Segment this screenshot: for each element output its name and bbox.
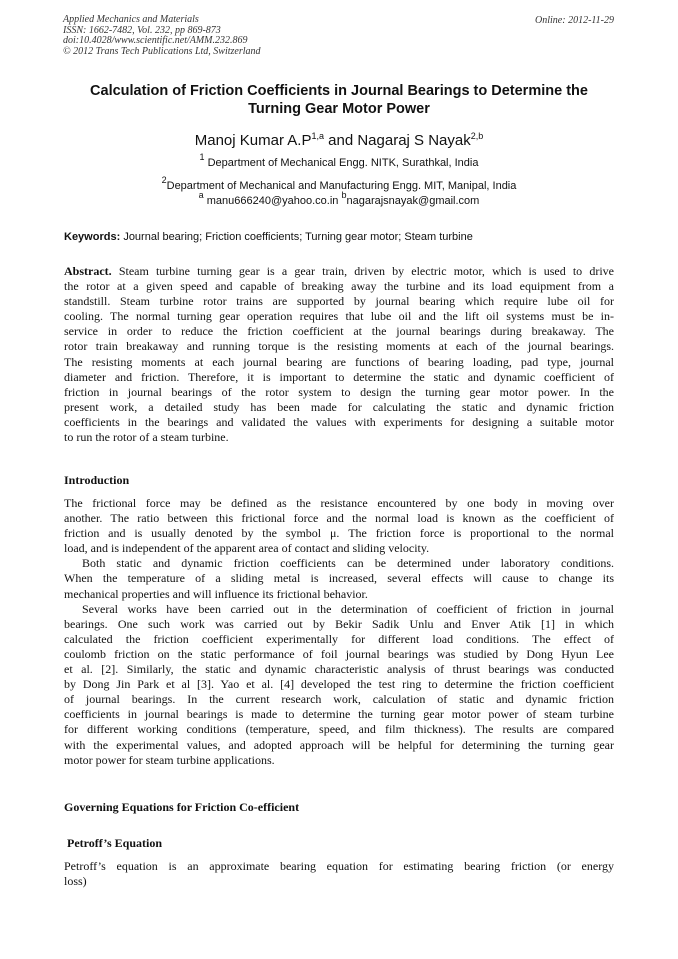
author-and: and: [328, 132, 354, 149]
intro-line: bearings. One such work was carried out by Bekir Sadik Unlu and Enver Atik [1] in which: [64, 616, 614, 631]
introduction-p1: [64, 496, 614, 768]
intro-line: motor power for steam turbine applications.: [64, 752, 275, 767]
online-date: Online: 2012-11-29: [535, 15, 614, 26]
intro-line: When the temperature of a sliding metal is increased, several effects will cause to change its: [64, 571, 614, 586]
abstract-line: rotor train breakaway and running torque is the resisting moments at each of the journal bearings.: [64, 339, 614, 354]
journal-header: [63, 15, 261, 57]
governing-equations-heading: Governing Equations for Friction Co-efficient: [64, 800, 300, 814]
abstract-line: service in order to reduce the friction coefficient at the journal bearings during breakaway. The: [64, 324, 614, 339]
issn-line: ISSN: 1662-7482, Vol. 232, pp 869-873: [63, 24, 221, 36]
journal-name: Applied Mechanics and Materials: [63, 14, 199, 25]
abstract-label: Abstract.: [64, 264, 112, 278]
abstract-line-text: Steam turbine turning gear is a gear train, driven by electric motor, which is used to drive: [118, 264, 614, 278]
intro-line: mechanical properties and will influence its frictional behavior.: [64, 586, 368, 601]
intro-line: load, and is independent of the apparent area of contact and sliding velocity.: [64, 541, 430, 556]
abstract-line: the rotor at a given speed and capable of breaking away the turbine and its load equipment from a: [64, 279, 614, 294]
doi-line: doi:10.4028/www.scientific.net/AMM.232.869: [63, 35, 248, 47]
abstract-line: to run the rotor of a steam turbine.: [64, 430, 229, 445]
affiliation-1: [0, 152, 678, 170]
abstract-line: friction in journal bearings of the rotor system to design the turning gear motor power. In the: [64, 384, 614, 399]
email-line: [0, 190, 678, 208]
abstract-line: present work, a detailed study has been made for calculating the static and dynamic friction: [64, 399, 614, 414]
intro-line: for different working conditions (temperature, speed, and film thickness). The results are compared: [64, 722, 614, 737]
keywords-text: Journal bearing; Friction coefficients; Turning gear motor; Steam turbine: [123, 231, 473, 243]
email-b: nagarajsnayak@gmail.com: [346, 195, 480, 207]
keywords: [64, 231, 473, 243]
intro-line: The frictional force may be defined as the resistance encountered by one body in moving over: [64, 496, 614, 510]
author-2: Nagaraj S Nayak: [357, 132, 471, 149]
email-b-sup: b: [341, 190, 347, 200]
intro-line: by Dong Jin Park et al [3]. Yao et al. [4] developed the test ring to determine the friction coefficient: [64, 677, 614, 692]
abstract-line: standstill. Steam turbine rotor trains are supported by journal bearing which require lube oil for: [64, 294, 614, 309]
author-2-sup: 2,b: [470, 131, 484, 141]
affiliation-2-sup: 2: [161, 175, 167, 185]
author-list: [0, 132, 678, 149]
affiliation-1-text: Department of Mechanical Engg. NITK, Surathkal, India: [207, 157, 479, 169]
intro-line: with the experimental values, and adopted approach will be helpful for determining the turning gear: [64, 737, 614, 752]
petroff-heading: Petroff’s Equation: [67, 836, 162, 850]
petroff-line: loss): [64, 874, 87, 889]
intro-line: coulomb friction on the static performance of foil journal bearings was studied by Dong Hyun Lee: [64, 646, 614, 661]
affiliation-2: [0, 175, 678, 193]
abstract-line: The resisting moments at each journal bearing are functions of bearing loading, pad type, journal: [64, 354, 614, 369]
intro-line: another. The ratio between this frictional force and the normal load is known as the coefficient of: [64, 511, 614, 526]
intro-line: friction and is usually denoted by the symbol μ. The friction force is proportional to the normal: [64, 526, 614, 541]
title-line-1: Calculation of Friction Coefficients in Journal Bearings to Determine the: [90, 83, 588, 99]
abstract-line: cooling. The normal turning gear operation requires that lube oil and the lift oil systems must be in-: [64, 309, 614, 324]
affiliation-2-text: Department of Mechanical and Manufacturing Engg. MIT, Manipal, India: [166, 180, 517, 192]
abstract: [64, 264, 614, 445]
intro-line: of journal bearings. In the current research work, calculation of static and dynamic friction: [64, 692, 614, 707]
abstract-line: [64, 264, 614, 279]
intro-line: calculated the friction coefficient experimentally for different load conditions. The effect of: [64, 631, 614, 646]
abstract-line: diameter and friction. Therefore, it is important to determine the static and dynamic coefficient of: [64, 369, 614, 384]
paper-title: [50, 82, 628, 118]
intro-line: Several works have been carried out in the determination of coefficient of friction in journal: [82, 601, 614, 616]
introduction-heading: Introduction: [64, 473, 130, 487]
title-line-2: Turning Gear Motor Power: [248, 101, 430, 117]
keywords-label: Keywords:: [64, 231, 121, 243]
email-a: manu666240@yahoo.co.in: [206, 195, 339, 207]
intro-line: et al. [2]. Similarly, the static and dynamic characteristic analysis of thrust bearings was conducted: [64, 662, 614, 677]
intro-line: coefficients in journal bearings is made to determine the turning gear motor power of steam turbine: [64, 707, 614, 722]
petroff-line: Petroff’s equation is an approximate bearing equation for estimating bearing friction (or energy: [64, 859, 614, 873]
intro-line: Both static and dynamic friction coefficients can be determined under laboratory conditions.: [82, 556, 614, 571]
author-1: Manoj Kumar A.P: [194, 132, 312, 149]
copyright-line: © 2012 Trans Tech Publications Ltd, Switzerland: [63, 45, 261, 57]
abstract-line: coefficients in the bearings and validated the values with experiments for designing a suitable motor: [64, 414, 614, 429]
author-1-sup: 1,a: [311, 131, 324, 141]
affiliation-1-sup: 1: [199, 152, 205, 162]
petroff-paragraph: [64, 859, 614, 889]
email-a-sup: a: [198, 190, 204, 200]
